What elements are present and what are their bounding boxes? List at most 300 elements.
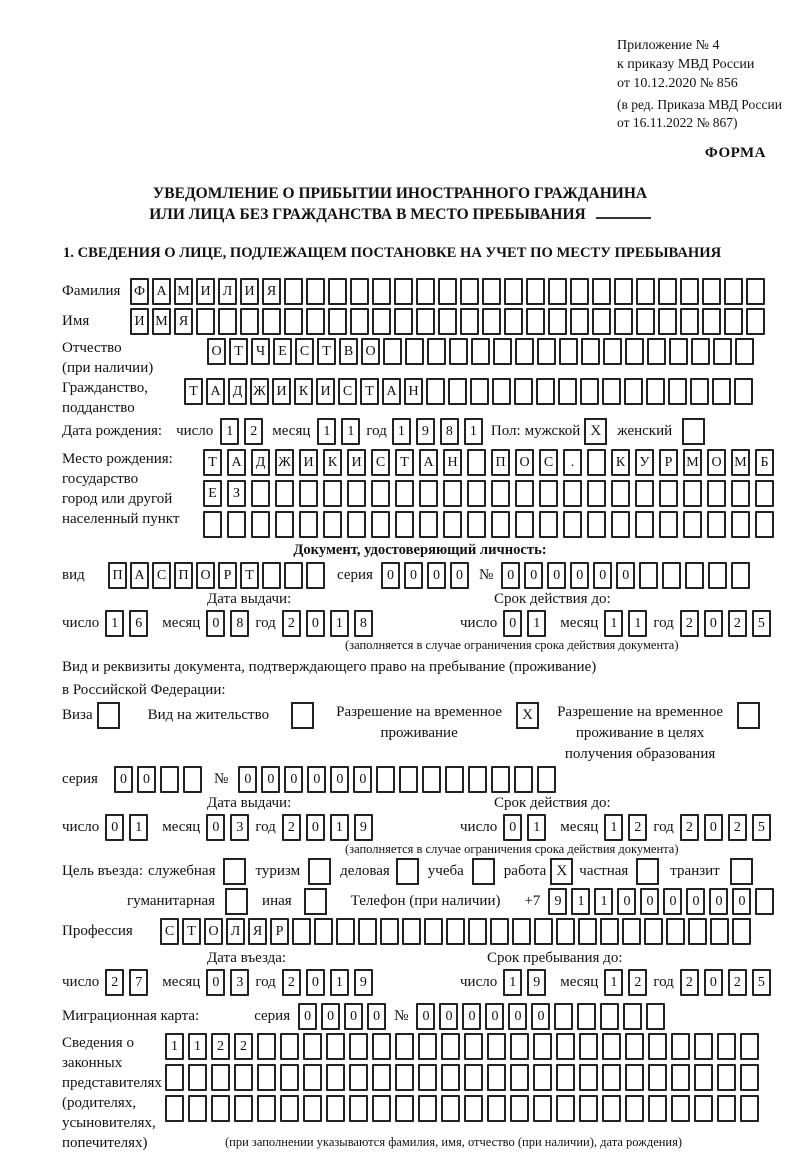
char-cell[interactable]: М: [152, 308, 171, 335]
char-cell[interactable]: [303, 1064, 322, 1091]
char-cell[interactable]: [533, 1033, 552, 1060]
char-cell[interactable]: 0: [206, 814, 225, 841]
purpose-transit-checkbox[interactable]: [730, 858, 753, 885]
char-cell[interactable]: [694, 1033, 713, 1060]
char-cell[interactable]: [449, 338, 468, 365]
char-cell[interactable]: [443, 480, 462, 507]
char-cell[interactable]: [470, 378, 489, 405]
char-cell[interactable]: [394, 278, 413, 305]
char-cell[interactable]: [732, 918, 751, 945]
char-cell[interactable]: А: [206, 378, 225, 405]
char-cell[interactable]: [482, 308, 501, 335]
char-cell[interactable]: [438, 278, 457, 305]
char-cell[interactable]: И: [130, 308, 149, 335]
char-cell[interactable]: 0: [617, 888, 636, 915]
char-cell[interactable]: [602, 1095, 621, 1122]
char-cell[interactable]: [183, 766, 202, 793]
char-cell[interactable]: [680, 278, 699, 305]
char-cell[interactable]: [646, 378, 665, 405]
char-cell[interactable]: [196, 308, 215, 335]
purpose-other-checkbox[interactable]: [304, 888, 327, 915]
char-cell[interactable]: В: [339, 338, 358, 365]
char-cell[interactable]: П: [491, 449, 510, 476]
char-cell[interactable]: И: [272, 378, 291, 405]
char-cell[interactable]: [688, 918, 707, 945]
char-cell[interactable]: 0: [704, 969, 723, 996]
purpose-tourism-checkbox[interactable]: [308, 858, 331, 885]
char-cell[interactable]: [372, 1064, 391, 1091]
char-cell[interactable]: [740, 1064, 759, 1091]
char-cell[interactable]: [280, 1033, 299, 1060]
char-cell[interactable]: [731, 511, 750, 538]
char-cell[interactable]: С: [371, 449, 390, 476]
residence-permit-checkbox[interactable]: [291, 702, 314, 729]
char-cell[interactable]: [441, 1064, 460, 1091]
char-cell[interactable]: [314, 918, 333, 945]
char-cell[interactable]: [467, 511, 486, 538]
char-cell[interactable]: 1: [604, 610, 623, 637]
char-cell[interactable]: Я: [248, 918, 267, 945]
char-cell[interactable]: 0: [616, 562, 635, 589]
char-cell[interactable]: [240, 308, 259, 335]
char-cell[interactable]: [671, 1064, 690, 1091]
char-cell[interactable]: [707, 480, 726, 507]
char-cell[interactable]: 0: [503, 814, 522, 841]
char-cell[interactable]: 0: [462, 1003, 481, 1030]
char-cell[interactable]: У: [635, 449, 654, 476]
char-cell[interactable]: 2: [680, 969, 699, 996]
char-cell[interactable]: 0: [686, 888, 705, 915]
char-cell[interactable]: А: [130, 562, 149, 589]
char-cell[interactable]: [570, 278, 589, 305]
char-cell[interactable]: [537, 338, 556, 365]
trp-education-checkbox[interactable]: [737, 702, 760, 729]
char-cell[interactable]: [533, 1064, 552, 1091]
female-checkbox[interactable]: [682, 418, 705, 445]
char-cell[interactable]: [707, 511, 726, 538]
char-cell[interactable]: С: [338, 378, 357, 405]
char-cell[interactable]: 1: [105, 610, 124, 637]
char-cell[interactable]: Т: [203, 449, 222, 476]
char-cell[interactable]: [460, 308, 479, 335]
char-cell[interactable]: [592, 278, 611, 305]
char-cell[interactable]: И: [347, 449, 366, 476]
char-cell[interactable]: 0: [508, 1003, 527, 1030]
char-cell[interactable]: [622, 918, 641, 945]
char-cell[interactable]: И: [196, 278, 215, 305]
char-cell[interactable]: Л: [226, 918, 245, 945]
char-cell[interactable]: К: [611, 449, 630, 476]
char-cell[interactable]: [376, 766, 395, 793]
char-cell[interactable]: [445, 766, 464, 793]
char-cell[interactable]: [587, 449, 606, 476]
char-cell[interactable]: 2: [728, 610, 747, 637]
char-cell[interactable]: 0: [206, 610, 225, 637]
char-cell[interactable]: [422, 766, 441, 793]
char-cell[interactable]: [280, 1064, 299, 1091]
char-cell[interactable]: 0: [709, 888, 728, 915]
char-cell[interactable]: [326, 1064, 345, 1091]
char-cell[interactable]: [611, 511, 630, 538]
char-cell[interactable]: [424, 918, 443, 945]
char-cell[interactable]: Т: [317, 338, 336, 365]
char-cell[interactable]: 0: [381, 562, 400, 589]
char-cell[interactable]: [399, 766, 418, 793]
char-cell[interactable]: Т: [229, 338, 248, 365]
char-cell[interactable]: 1: [527, 610, 546, 637]
char-cell[interactable]: [625, 338, 644, 365]
char-cell[interactable]: [512, 918, 531, 945]
char-cell[interactable]: [482, 278, 501, 305]
char-cell[interactable]: [694, 1095, 713, 1122]
char-cell[interactable]: [579, 1033, 598, 1060]
char-cell[interactable]: 2: [628, 814, 647, 841]
char-cell[interactable]: [160, 766, 179, 793]
char-cell[interactable]: [644, 918, 663, 945]
char-cell[interactable]: 1: [594, 888, 613, 915]
char-cell[interactable]: [647, 338, 666, 365]
char-cell[interactable]: [666, 918, 685, 945]
char-cell[interactable]: [371, 511, 390, 538]
char-cell[interactable]: [211, 1095, 230, 1122]
char-cell[interactable]: [218, 308, 237, 335]
char-cell[interactable]: [306, 278, 325, 305]
char-cell[interactable]: [602, 378, 621, 405]
char-cell[interactable]: И: [240, 278, 259, 305]
char-cell[interactable]: 1: [571, 888, 590, 915]
char-cell[interactable]: 8: [440, 418, 459, 445]
char-cell[interactable]: [383, 338, 402, 365]
char-cell[interactable]: 1: [392, 418, 411, 445]
char-cell[interactable]: И: [299, 449, 318, 476]
purpose-work-checkbox[interactable]: X: [550, 858, 573, 885]
char-cell[interactable]: [648, 1064, 667, 1091]
char-cell[interactable]: О: [515, 449, 534, 476]
char-cell[interactable]: [724, 278, 743, 305]
char-cell[interactable]: [592, 308, 611, 335]
char-cell[interactable]: [227, 511, 246, 538]
char-cell[interactable]: 0: [547, 562, 566, 589]
char-cell[interactable]: [515, 480, 534, 507]
char-cell[interactable]: Р: [218, 562, 237, 589]
char-cell[interactable]: [587, 480, 606, 507]
char-cell[interactable]: [558, 378, 577, 405]
char-cell[interactable]: 9: [548, 888, 567, 915]
char-cell[interactable]: [734, 378, 753, 405]
char-cell[interactable]: О: [196, 562, 215, 589]
char-cell[interactable]: [299, 480, 318, 507]
char-cell[interactable]: Т: [240, 562, 259, 589]
char-cell[interactable]: [600, 918, 619, 945]
char-cell[interactable]: [491, 766, 510, 793]
char-cell[interactable]: [328, 308, 347, 335]
char-cell[interactable]: М: [731, 449, 750, 476]
char-cell[interactable]: [708, 562, 727, 589]
char-cell[interactable]: [416, 278, 435, 305]
char-cell[interactable]: [203, 511, 222, 538]
char-cell[interactable]: 0: [704, 610, 723, 637]
char-cell[interactable]: 0: [321, 1003, 340, 1030]
char-cell[interactable]: [464, 1033, 483, 1060]
char-cell[interactable]: [658, 278, 677, 305]
char-cell[interactable]: [671, 1095, 690, 1122]
char-cell[interactable]: [581, 338, 600, 365]
char-cell[interactable]: С: [160, 918, 179, 945]
char-cell[interactable]: [717, 1064, 736, 1091]
char-cell[interactable]: Т: [360, 378, 379, 405]
char-cell[interactable]: [464, 1064, 483, 1091]
char-cell[interactable]: [448, 378, 467, 405]
char-cell[interactable]: [623, 1003, 642, 1030]
char-cell[interactable]: [188, 1064, 207, 1091]
char-cell[interactable]: Л: [218, 278, 237, 305]
char-cell[interactable]: К: [294, 378, 313, 405]
char-cell[interactable]: [559, 338, 578, 365]
char-cell[interactable]: [504, 278, 523, 305]
char-cell[interactable]: [614, 308, 633, 335]
char-cell[interactable]: [603, 338, 622, 365]
char-cell[interactable]: Т: [184, 378, 203, 405]
char-cell[interactable]: [534, 918, 553, 945]
char-cell[interactable]: О: [707, 449, 726, 476]
char-cell[interactable]: [563, 480, 582, 507]
char-cell[interactable]: Т: [182, 918, 201, 945]
char-cell[interactable]: [625, 1095, 644, 1122]
char-cell[interactable]: [600, 1003, 619, 1030]
char-cell[interactable]: [539, 511, 558, 538]
char-cell[interactable]: [602, 1033, 621, 1060]
char-cell[interactable]: 5: [752, 969, 771, 996]
char-cell[interactable]: 1: [317, 418, 336, 445]
char-cell[interactable]: 0: [114, 766, 133, 793]
char-cell[interactable]: Ж: [250, 378, 269, 405]
char-cell[interactable]: 0: [330, 766, 349, 793]
char-cell[interactable]: П: [174, 562, 193, 589]
purpose-study-checkbox[interactable]: [472, 858, 495, 885]
char-cell[interactable]: [460, 278, 479, 305]
char-cell[interactable]: 0: [137, 766, 156, 793]
char-cell[interactable]: [347, 480, 366, 507]
char-cell[interactable]: [358, 918, 377, 945]
char-cell[interactable]: [671, 1033, 690, 1060]
char-cell[interactable]: [211, 1064, 230, 1091]
char-cell[interactable]: [493, 338, 512, 365]
char-cell[interactable]: [395, 1033, 414, 1060]
char-cell[interactable]: [280, 1095, 299, 1122]
char-cell[interactable]: [292, 918, 311, 945]
char-cell[interactable]: 0: [306, 610, 325, 637]
char-cell[interactable]: [611, 480, 630, 507]
char-cell[interactable]: 1: [330, 814, 349, 841]
char-cell[interactable]: 0: [404, 562, 423, 589]
char-cell[interactable]: [539, 480, 558, 507]
char-cell[interactable]: [755, 888, 774, 915]
char-cell[interactable]: Я: [174, 308, 193, 335]
char-cell[interactable]: [533, 1095, 552, 1122]
char-cell[interactable]: [740, 1033, 759, 1060]
char-cell[interactable]: 2: [680, 610, 699, 637]
char-cell[interactable]: 1: [330, 610, 349, 637]
trp-checkbox[interactable]: X: [516, 702, 539, 729]
char-cell[interactable]: [712, 378, 731, 405]
char-cell[interactable]: К: [323, 449, 342, 476]
char-cell[interactable]: .: [563, 449, 582, 476]
char-cell[interactable]: [372, 278, 391, 305]
char-cell[interactable]: Т: [395, 449, 414, 476]
char-cell[interactable]: [487, 1033, 506, 1060]
char-cell[interactable]: 0: [570, 562, 589, 589]
char-cell[interactable]: С: [295, 338, 314, 365]
char-cell[interactable]: [394, 308, 413, 335]
char-cell[interactable]: [443, 511, 462, 538]
char-cell[interactable]: 1: [628, 610, 647, 637]
char-cell[interactable]: Р: [270, 918, 289, 945]
char-cell[interactable]: [554, 1003, 573, 1030]
char-cell[interactable]: [614, 278, 633, 305]
char-cell[interactable]: 1: [330, 969, 349, 996]
char-cell[interactable]: Ф: [130, 278, 149, 305]
char-cell[interactable]: [579, 1095, 598, 1122]
char-cell[interactable]: [257, 1064, 276, 1091]
char-cell[interactable]: 0: [284, 766, 303, 793]
char-cell[interactable]: А: [152, 278, 171, 305]
char-cell[interactable]: [468, 766, 487, 793]
char-cell[interactable]: 2: [282, 969, 301, 996]
char-cell[interactable]: 0: [439, 1003, 458, 1030]
char-cell[interactable]: 1: [188, 1033, 207, 1060]
char-cell[interactable]: 0: [450, 562, 469, 589]
char-cell[interactable]: [427, 338, 446, 365]
char-cell[interactable]: [659, 480, 678, 507]
char-cell[interactable]: 2: [234, 1033, 253, 1060]
char-cell[interactable]: 1: [604, 969, 623, 996]
purpose-private-checkbox[interactable]: [636, 858, 659, 885]
char-cell[interactable]: [347, 511, 366, 538]
char-cell[interactable]: Ч: [251, 338, 270, 365]
char-cell[interactable]: [658, 308, 677, 335]
char-cell[interactable]: 0: [663, 888, 682, 915]
char-cell[interactable]: [323, 480, 342, 507]
char-cell[interactable]: [636, 278, 655, 305]
char-cell[interactable]: 0: [206, 969, 225, 996]
char-cell[interactable]: [659, 511, 678, 538]
char-cell[interactable]: [438, 308, 457, 335]
char-cell[interactable]: А: [419, 449, 438, 476]
char-cell[interactable]: 0: [704, 814, 723, 841]
char-cell[interactable]: [328, 278, 347, 305]
char-cell[interactable]: И: [316, 378, 335, 405]
char-cell[interactable]: [624, 378, 643, 405]
char-cell[interactable]: [690, 378, 709, 405]
char-cell[interactable]: 0: [367, 1003, 386, 1030]
char-cell[interactable]: 0: [344, 1003, 363, 1030]
char-cell[interactable]: [491, 511, 510, 538]
char-cell[interactable]: [418, 1095, 437, 1122]
char-cell[interactable]: [735, 338, 754, 365]
char-cell[interactable]: [668, 378, 687, 405]
char-cell[interactable]: [740, 1095, 759, 1122]
char-cell[interactable]: [419, 480, 438, 507]
char-cell[interactable]: [556, 1033, 575, 1060]
char-cell[interactable]: 2: [244, 418, 263, 445]
char-cell[interactable]: 9: [416, 418, 435, 445]
char-cell[interactable]: [395, 480, 414, 507]
char-cell[interactable]: [717, 1033, 736, 1060]
char-cell[interactable]: [446, 918, 465, 945]
char-cell[interactable]: 2: [628, 969, 647, 996]
char-cell[interactable]: [504, 308, 523, 335]
char-cell[interactable]: [275, 511, 294, 538]
char-cell[interactable]: 0: [416, 1003, 435, 1030]
char-cell[interactable]: 2: [680, 814, 699, 841]
char-cell[interactable]: 1: [341, 418, 360, 445]
char-cell[interactable]: [694, 1064, 713, 1091]
char-cell[interactable]: 0: [306, 969, 325, 996]
char-cell[interactable]: 0: [501, 562, 520, 589]
char-cell[interactable]: Р: [659, 449, 678, 476]
char-cell[interactable]: С: [152, 562, 171, 589]
char-cell[interactable]: [702, 308, 721, 335]
char-cell[interactable]: [251, 511, 270, 538]
char-cell[interactable]: 0: [485, 1003, 504, 1030]
char-cell[interactable]: [625, 1064, 644, 1091]
char-cell[interactable]: 9: [527, 969, 546, 996]
char-cell[interactable]: Н: [443, 449, 462, 476]
char-cell[interactable]: 2: [728, 814, 747, 841]
char-cell[interactable]: [426, 378, 445, 405]
char-cell[interactable]: 0: [531, 1003, 550, 1030]
char-cell[interactable]: [639, 562, 658, 589]
char-cell[interactable]: [188, 1095, 207, 1122]
char-cell[interactable]: 0: [353, 766, 372, 793]
char-cell[interactable]: [537, 766, 556, 793]
char-cell[interactable]: [587, 511, 606, 538]
char-cell[interactable]: [306, 562, 325, 589]
char-cell[interactable]: [731, 480, 750, 507]
char-cell[interactable]: 0: [238, 766, 257, 793]
char-cell[interactable]: [262, 562, 281, 589]
char-cell[interactable]: [350, 278, 369, 305]
char-cell[interactable]: З: [227, 480, 246, 507]
char-cell[interactable]: Ж: [275, 449, 294, 476]
char-cell[interactable]: Д: [251, 449, 270, 476]
char-cell[interactable]: [299, 511, 318, 538]
char-cell[interactable]: [526, 278, 545, 305]
char-cell[interactable]: 2: [105, 969, 124, 996]
char-cell[interactable]: [691, 338, 710, 365]
char-cell[interactable]: 5: [752, 610, 771, 637]
char-cell[interactable]: [702, 278, 721, 305]
char-cell[interactable]: 0: [261, 766, 280, 793]
char-cell[interactable]: 0: [640, 888, 659, 915]
char-cell[interactable]: [441, 1095, 460, 1122]
char-cell[interactable]: П: [108, 562, 127, 589]
char-cell[interactable]: [372, 1033, 391, 1060]
char-cell[interactable]: А: [227, 449, 246, 476]
char-cell[interactable]: [372, 1095, 391, 1122]
char-cell[interactable]: М: [174, 278, 193, 305]
char-cell[interactable]: [510, 1033, 529, 1060]
char-cell[interactable]: 3: [230, 814, 249, 841]
char-cell[interactable]: 5: [752, 814, 771, 841]
char-cell[interactable]: [602, 1064, 621, 1091]
char-cell[interactable]: Е: [273, 338, 292, 365]
char-cell[interactable]: Б: [755, 449, 774, 476]
char-cell[interactable]: [491, 480, 510, 507]
char-cell[interactable]: [416, 308, 435, 335]
char-cell[interactable]: [710, 918, 729, 945]
char-cell[interactable]: 2: [211, 1033, 230, 1060]
